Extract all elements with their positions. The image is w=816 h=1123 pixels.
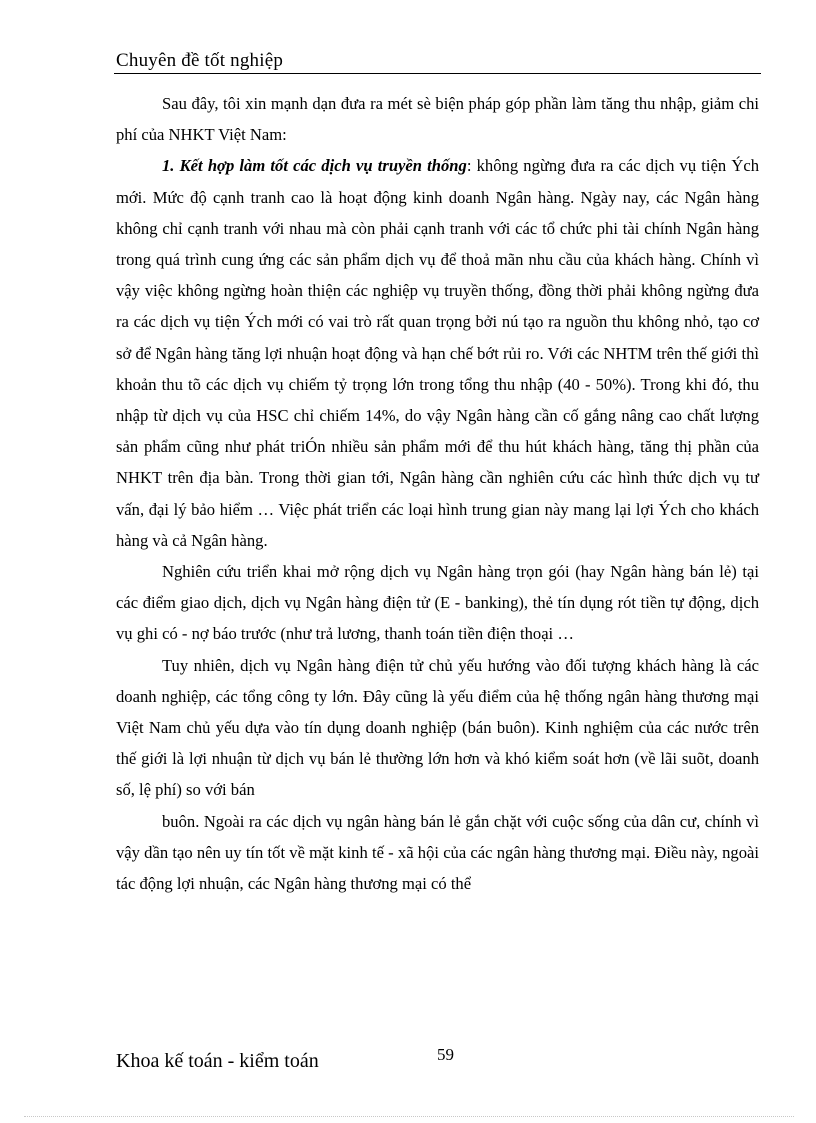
header-divider — [114, 73, 761, 74]
document-body — [116, 88, 759, 899]
page-number: 59 — [437, 1045, 454, 1064]
page-header-title: Chuyên đề tốt nghiệp — [116, 50, 284, 71]
page-bottom-border — [24, 1116, 794, 1117]
paragraph-however: Tuy nhiên, dịch vụ Ngân hàng điện tử chủ yếu hướng vào đối tượng khách hàng là các doanh nghiệp, các tổng công ty lớn. Đây cũng là yếu điểm của hệ thống ngân hàng thương mại Việt Nam chủ yếu dựa vào tín dụng doanh nghiệp (bán buôn). Kinh nghiệm của các nước trên thế giới là lợi nhuận từ dịch vụ bán lẻ thường lớn hơn và khó kiểm soát hơn (về lãi suõt, doanh số, lệ phí) so với bán — [116, 655, 759, 800]
footer-department: Khoa kế toán - kiểm toán — [116, 1050, 319, 1072]
paragraph-section-1 — [116, 150, 759, 556]
section-heading: 1. Kết hợp làm tốt các dịch vụ truyền thống — [162, 156, 467, 176]
paragraph-wholesale: buôn. Ngoài ra các dịch vụ ngân hàng bán lẻ gắn chặt với cuộc sống của dân cư, chính vì vậy dần tạo nên uy tín tốt về mặt kinh tế - xã hội của các ngân hàng thương mại. Điều này, ngoài tác động lợi nhuận, các Ngân hàng thương mại có thể — [116, 811, 759, 894]
paragraph-retail-banking: Nghiên cứu triển khai mở rộng dịch vụ Ngân hàng trọn gói (hay Ngân hàng bán lẻ) tại các điểm giao dịch, dịch vụ Ngân hàng điện tử (E - banking), thẻ tín dụng rót tiền tự động, dịch vụ ghi có - nợ báo trước (như trả lương, thanh toán tiền điện thoại … — [116, 562, 759, 644]
paragraph-intro: Sau đây, tôi xin mạnh dạn đưa ra mét sè biện pháp góp phần làm tăng thu nhập, giảm chi phí của NHKT Việt Nam: — [116, 94, 759, 145]
section-1-text: : không ngừng đưa ra các dịch vụ tiện Ých mới. Mức độ cạnh tranh cao là hoạt động kinh doanh Ngân hàng. Ngày nay, các Ngân hàng không chỉ cạnh tranh với nhau mà còn phải cạnh tranh với các tổ chức phi tài chính Ngân hàng trong quá trình cung ứng các sản phẩm dịch vụ để thoả mãn nhu cầu của khách hàng. Chính vì vậy việc không ngừng hoàn thiện các nghiệp vụ truyền thống, đồng thời phải không ngừng đưa ra các dịch vụ tiện Ých mới có vai trò rất quan trọng bởi nú tạo ra nguồn thu không nhỏ, tạo cơ sở để Ngân hàng tăng lợi nhuận hoạt động và hạn chế bớt rủi ro. Với các NHTM trên thế giới thì khoản thu tõ các dịch vụ chiếm tỷ trọng lớn trong tổng thu nhập (40 - 50%). Trong khi đó, thu nhập từ dịch vụ của HSC chỉ chiếm 14%, do vậy Ngân hàng cần cố gắng nâng cao chất lượng sản phẩm cũng như phát triÓn nhiều sản phẩm mới để thu hút khách hàng, tăng thị phần của NHKT trên địa bàn. Trong thời gian tới, Ngân hàng cần nghiên cứu các hình thức dịch vụ tư vấn, đại lý bảo hiểm … Việc phát triển các loại hình trung gian này mang lại lợi Ých cho khách hàng và cả Ngân hàng. — [116, 156, 759, 550]
